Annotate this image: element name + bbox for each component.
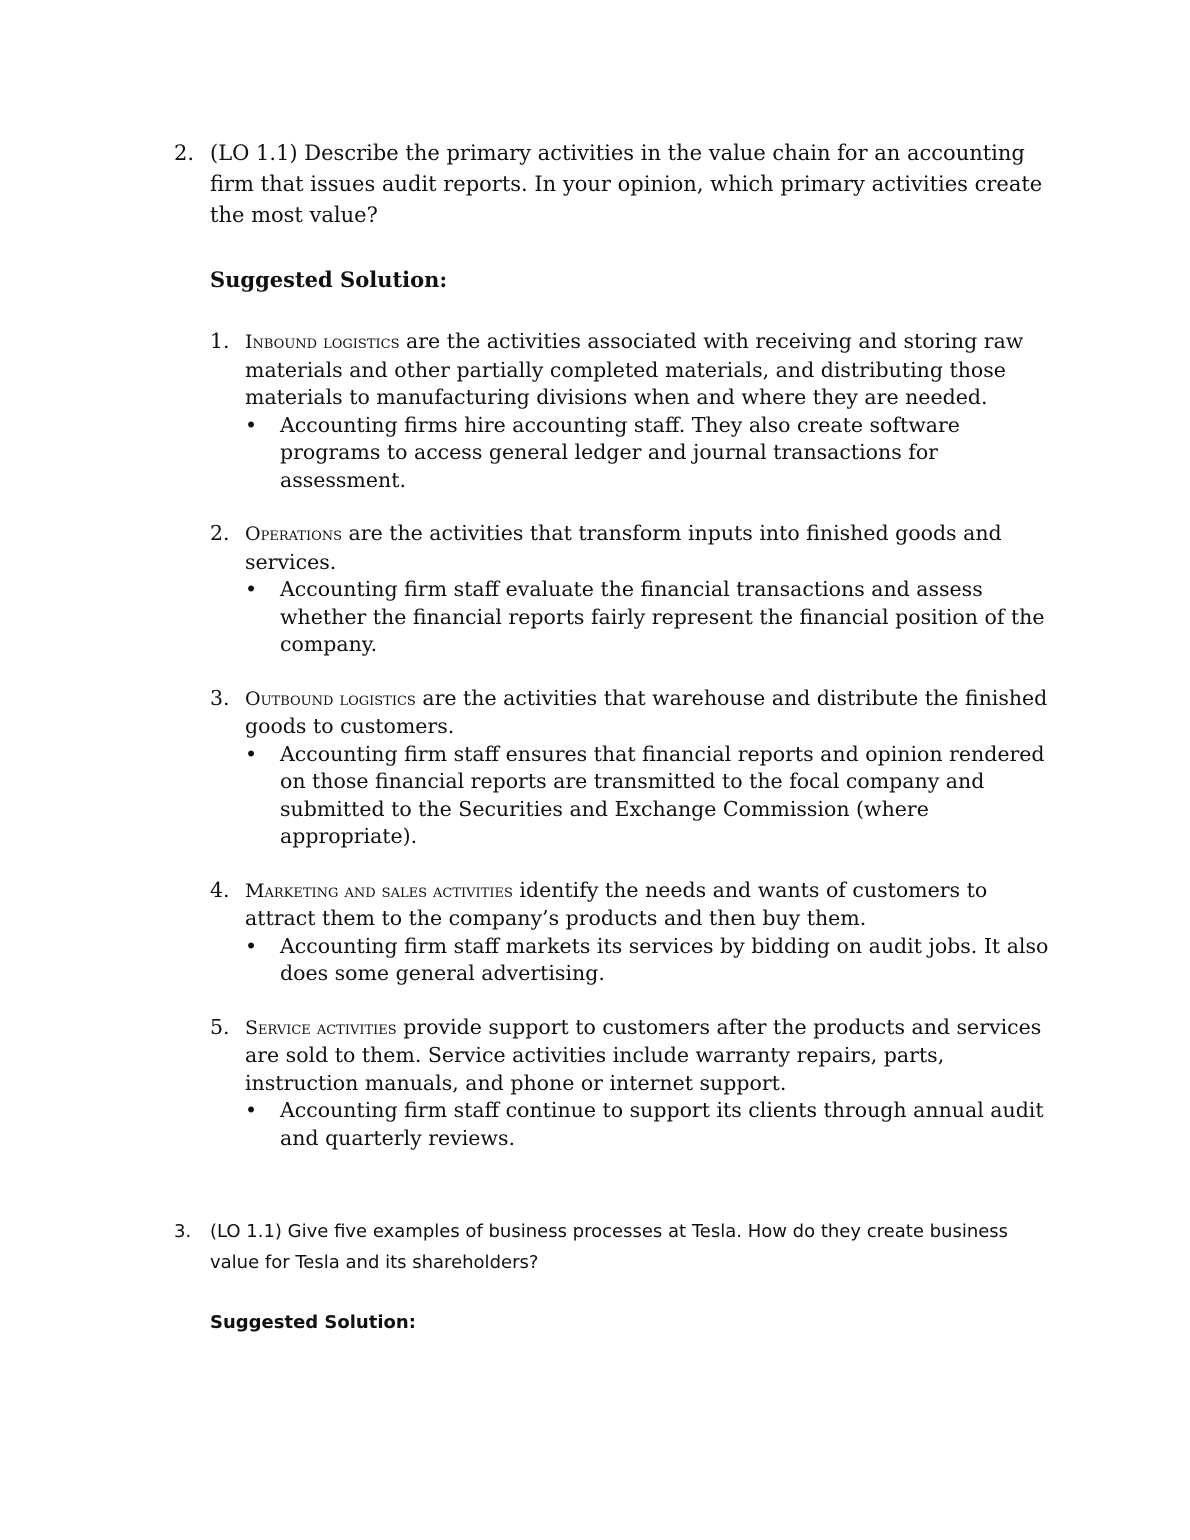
bullet-item (245, 576, 1060, 659)
question-3 (174, 1216, 1054, 1338)
question-text: (LO 1.1) Give five examples of business processes at Tesla. How do they create business value for Tesla and its shareholders? (210, 1221, 1009, 1273)
list-item (210, 328, 1060, 494)
question-number: 2. (174, 141, 195, 165)
bullet-text: Accounting firm staff ensures that financial reports and opinion rendered on those financial reports are transmitted to the focal company and submitted to the Securities and Exchange Commission (where appropriate). (280, 741, 1045, 848)
item-number: 3. (210, 685, 230, 710)
bullet-icon: • (245, 412, 258, 437)
list-item (210, 685, 1060, 851)
question-2 (174, 138, 1054, 295)
item-definition (245, 685, 1060, 741)
item-definition (245, 877, 1060, 933)
item-term: Marketing and sales activities (245, 879, 513, 902)
item-number: 4. (210, 877, 230, 902)
item-definition-text: are the activities associated with receiving and storing raw materials and other partially completed materials, and distributing those materials to manufacturing divisions when and where they are needed. (245, 329, 1024, 409)
bullet-item (245, 1097, 1060, 1152)
item-number: 5. (210, 1014, 230, 1039)
solution-heading: Suggested Solution: (210, 267, 448, 292)
bullet-item (245, 741, 1060, 851)
item-term: Operations (245, 523, 343, 545)
list-item (210, 520, 1060, 659)
item-definition (245, 328, 1060, 412)
item-definition-text: are the activities that transform inputs into finished goods and services. (245, 521, 1002, 574)
item-definition (245, 1014, 1060, 1098)
solution-heading: Suggested Solution: (210, 1312, 416, 1333)
item-definition-text: provide support to customers after the products and services are sold to them. Service activities include warranty repairs, parts, instruction manuals, and phone or internet support. (245, 1014, 1042, 1095)
bullet-icon: • (245, 1098, 258, 1122)
bullet-item (245, 412, 1060, 495)
item-definition (245, 520, 1060, 576)
item-number: 2. (210, 521, 230, 545)
bullet-item (245, 933, 1060, 988)
solution-list (210, 328, 1060, 1178)
item-definition-text: identify the needs and wants of customers to attract them to the company’s products and then buy them. (245, 877, 988, 930)
bullet-icon: • (245, 741, 258, 766)
item-term: Outbound logistics (245, 687, 416, 710)
bullet-text: Accounting firms hire accounting staff. They also create software programs to access general ledger and journal transactions for assessment. (280, 412, 960, 492)
bullet-text: Accounting firm staff markets its services by bidding on audit jobs. It also does some general advertising. (280, 933, 1049, 985)
bullet-icon: • (245, 933, 258, 958)
bullet-icon: • (245, 577, 258, 601)
bullet-text: Accounting firm staff continue to support its clients through annual audit and quarterly reviews. (280, 1098, 1044, 1150)
item-definition-text: are the activities that warehouse and distribute the finished goods to customers. (245, 685, 1048, 738)
item-term: Inbound logistics (245, 331, 400, 353)
item-term: Service activities (245, 1016, 397, 1039)
question-number: 3. (174, 1221, 192, 1242)
item-number: 1. (210, 329, 230, 353)
list-item (210, 877, 1060, 988)
list-item (210, 1014, 1060, 1153)
bullet-text: Accounting firm staff evaluate the financial transactions and assess whether the financial reports fairly represent the financial position of the company. (280, 577, 1045, 656)
question-text: (LO 1.1) Describe the primary activities in the value chain for an accounting firm that issues audit reports. In your opinion, which primary activities create the most value? (210, 141, 1043, 227)
